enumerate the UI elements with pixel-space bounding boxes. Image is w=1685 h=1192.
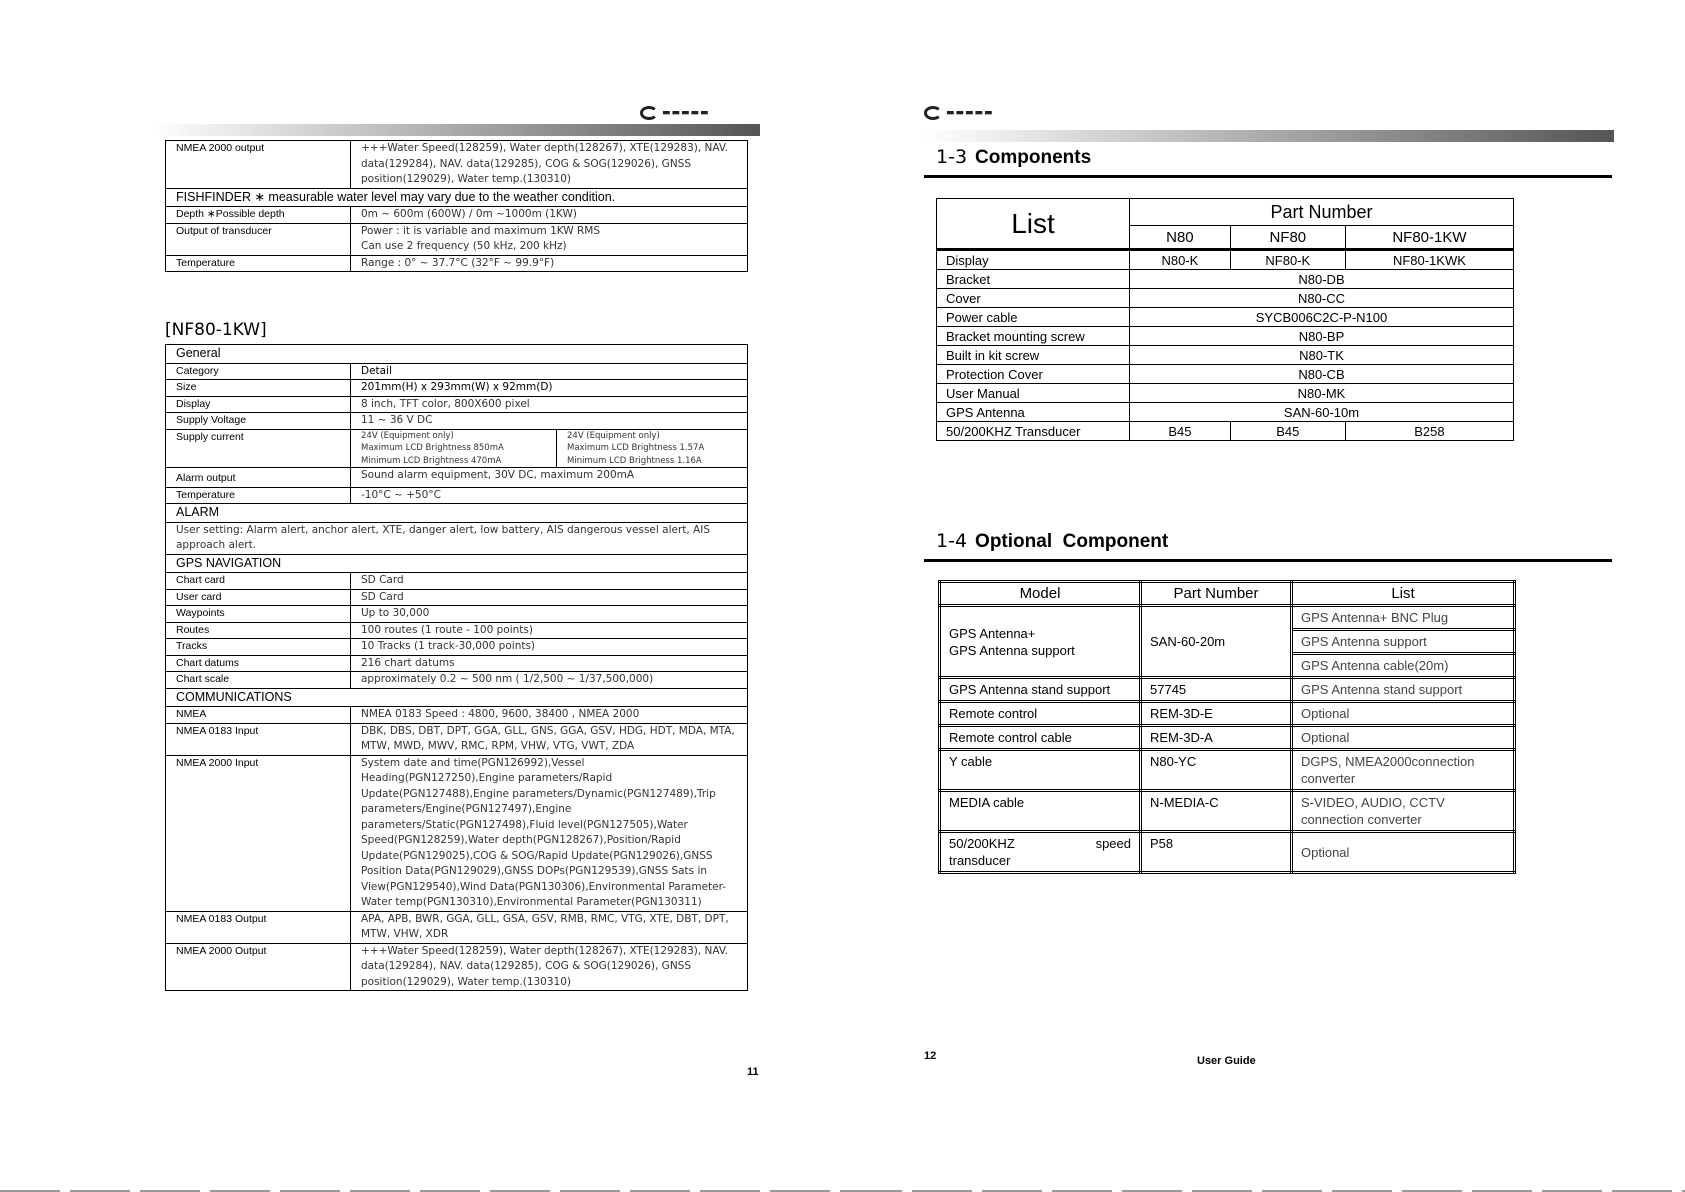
table-row [166,606,748,623]
table-row [940,726,1515,750]
table-row [937,327,1514,346]
table-row [166,707,748,724]
row-list: Optional [1292,832,1515,873]
row-model: Remote control [940,702,1141,726]
row-value: 11 ~ 36 V DC [351,413,748,430]
model-word: transducer [949,853,1011,868]
row-key: Supply current [166,429,351,468]
row-key: Chart datums [166,655,351,672]
section-1-3-title [936,146,1091,169]
table-row [166,911,748,943]
row-key: NMEA 2000 output [166,141,351,189]
model-line [949,835,1131,852]
section-communications: COMMUNICATIONS [166,688,748,707]
row-key: Depth ∗Possible depth [166,207,351,224]
row-value: APA, APB, BWR, GGA, GLL, GSA, GSV, RMB, RMC, VTG, XTE, DBT, DPT, MTW, VHW, XDR [351,911,748,943]
table-row [166,223,748,255]
table-row [166,487,748,504]
row-key: 50/200KHZ Transducer [937,422,1130,441]
section-number: 1-3 [936,146,968,168]
table-row [937,250,1514,270]
row-value: Up to 30,000 [351,606,748,623]
row-key: NMEA 2000 Input [166,755,351,911]
row-value: System date and time(PGN126992),Vessel Heading(PGN127250),Engine parameters/Rapid Update(PGN127488),Engine parameters/Dynamic(PGN127489),Trip parameters/Engine(PGN127497),Engine parameters/Static(PGN127498),Fluid level(PGN127505),Water Speed(PGN128259),Water depth(PGN128267),Position/Rapid Update(PGN129025),COG & SOG/Rapid Update(PGN129026),GNSS Position Data(PGN129029),GNSS DOPs(PGN129539),GNSS Sats in View(PGN129540),Wind Data(PGN130306),Environmental Parameter-Water temp(PGN130310),Environmental Parameter(PGN130311) [351,755,748,911]
table-row [940,791,1515,832]
row-key: Power cable [937,308,1130,327]
page-number: 12 [924,1050,937,1062]
table-row [940,582,1515,606]
row-value: NF80-K [1230,250,1345,270]
row-value: SYCB006C2C-P-N100 [1130,308,1514,327]
row-list: DGPS, NMEA2000connection converter [1292,750,1515,791]
components-table [936,198,1514,441]
row-key: Supply Voltage [166,413,351,430]
row-key: Chart card [166,573,351,590]
fishfinder-header: FISHFINDER ∗ measurable water level may vary due to the weather condition. [166,188,748,207]
row-list: GPS Antenna stand support [1292,678,1515,702]
row-value: -10°C ~ +50°C [351,487,748,504]
table-row [166,345,748,364]
row-key: Size [166,380,351,397]
row-value: 0m ~ 600m (600W) / 0m ~1000m (1KW) [351,207,748,224]
list-header: List [937,199,1130,250]
row-key: Display [937,250,1130,270]
section-rule [924,559,1612,562]
table-row [166,554,748,573]
row-part-number: REM-3D-E [1141,702,1292,726]
row-key: NMEA 2000 Output [166,943,351,991]
table-row [166,573,748,590]
row-key: Protection Cover [937,365,1130,384]
row-value: N80-K [1130,250,1231,270]
table-row [166,396,748,413]
footer-text: User Guide [1197,1055,1256,1067]
row-part-number: 57745 [1141,678,1292,702]
table-row [166,504,748,523]
row-value: approximately 0.2 ~ 500 nm ( 1/2,500 ~ 1/37,500,000) [351,672,748,689]
row-list: Optional [1292,702,1515,726]
row-key: Bracket [937,270,1130,289]
spec-top-table [165,140,748,272]
row-value: 8 inch, TFT color, 800X600 pixel [351,396,748,413]
row-value: N80-BP [1130,327,1514,346]
row-value: SD Card [351,573,748,590]
table-row [166,207,748,224]
row-list: GPS Antenna+ BNC Plug [1292,606,1515,630]
row-value: DBK, DBS, DBT, DPT, GGA, GLL, GNS, GGA, GSV, HDG, HDT, MDA, MTA, MTW, MWD, MWV, RMC, RPM, VHW, VTG, VWT, ZDA [351,723,748,755]
row-key: Waypoints [166,606,351,623]
table-row [937,422,1514,441]
table-row [166,468,748,488]
table-row [940,606,1515,630]
row-key: NMEA 0183 Input [166,723,351,755]
row-part-number: N80-YC [1141,750,1292,791]
section-rule [924,175,1612,178]
row-key: Temperature [166,487,351,504]
table-row [937,365,1514,384]
row-key: GPS Antenna [937,403,1130,422]
table-row [166,188,748,207]
row-value: 216 chart datums [351,655,748,672]
brand-logo [640,106,710,120]
section-number: 1-4 [936,530,968,552]
row-value: N80-CB [1130,365,1514,384]
spec-main-table [165,344,748,991]
row-list: GPS Antenna support [1292,630,1515,654]
table-row [166,363,748,380]
alarm-text: User setting: Alarm alert, anchor alert, XTE, danger alert, low battery, AIS dangerous vessel alert, AIS approach alert. [166,522,748,554]
row-value: N80-DB [1130,270,1514,289]
row-value: 100 routes (1 route - 100 points) [351,622,748,639]
table-row [166,755,748,911]
table-row [166,522,748,554]
row-list: S-VIDEO, AUDIO, CCTV connection converter [1292,791,1515,832]
table-row [937,346,1514,365]
section-general: General [166,345,748,364]
table-row [937,289,1514,308]
table-row [166,639,748,656]
logo-text: ▬▬▬▬▬ [946,108,994,118]
row-value: NMEA 0183 Speed : 4800, 9600, 38400 , NMEA 2000 [351,707,748,724]
left-page [0,0,842,1192]
table-row [166,380,748,397]
row-key: Temperature [166,255,351,272]
row-model: Y cable [940,750,1141,791]
part-number-header: Part Number [1130,199,1514,226]
model-header-n80: N80 [1130,226,1231,250]
row-key: User Manual [937,384,1130,403]
row-value: +++Water Speed(128259), Water depth(128267), XTE(129283), NAV. data(129284), NAV. data(129285), COG & SOG(129026), GNSS position(129029), Water temp.(130310) [351,141,748,189]
row-value: Sound alarm equipment, 30V DC, maximum 200mA [351,468,748,488]
row-part-number: N-MEDIA-C [1141,791,1292,832]
model-header-nf80-1kw: NF80-1KW [1345,226,1513,250]
optional-components-table [938,580,1516,874]
row-key: Category [166,363,351,380]
row-key: User card [166,589,351,606]
row-key: Bracket mounting screw [937,327,1130,346]
section-gps: GPS NAVIGATION [166,554,748,573]
table-row [166,429,748,468]
row-key: Cover [937,289,1130,308]
logo-icon [924,106,942,120]
row-value: Range : 0° ~ 37.7°C (32°F ~ 99.9°F) [351,255,748,272]
row-value: NF80-1KWK [1345,250,1513,270]
right-page [842,0,1685,1192]
header-bar [152,124,760,136]
table-row [166,723,748,755]
page-number: 11 [747,1066,759,1078]
section-name: Optional Component [975,531,1169,552]
row-value: SAN-60-10m [1130,403,1514,422]
section-1-4-title [936,530,1168,553]
supply-current-b: 24V (Equipment only) Maximum LCD Brightness 1.57A Minimum LCD Brightness 1.16A [557,429,748,468]
row-key: Alarm output [166,468,351,488]
model-title: [NF80-1KW] [165,320,267,340]
table-row [166,413,748,430]
logo-text: ▬▬▬▬▬ [662,108,710,118]
table-row [166,655,748,672]
list-header: List [1292,582,1515,606]
table-row [937,270,1514,289]
row-key: Built in kit screw [937,346,1130,365]
row-key: Routes [166,622,351,639]
table-row [940,702,1515,726]
row-list: GPS Antenna cable(20m) [1292,654,1515,678]
table-row [940,678,1515,702]
row-key: Output of transducer [166,223,351,255]
row-part-number: REM-3D-A [1141,726,1292,750]
table-row [166,943,748,991]
table-row [937,384,1514,403]
row-model: GPS Antenna stand support [940,678,1141,702]
row-part-number: P58 [1141,832,1292,873]
row-value: Detail [351,363,748,380]
row-value: SD Card [351,589,748,606]
row-value: N80-MK [1130,384,1514,403]
table-row [166,688,748,707]
row-value: B258 [1345,422,1513,441]
row-key: Display [166,396,351,413]
row-value: B45 [1230,422,1345,441]
section-alarm: ALARM [166,504,748,523]
part-number-header: Part Number [1141,582,1292,606]
row-list: Optional [1292,726,1515,750]
row-value: N80-TK [1130,346,1514,365]
row-value: Power : it is variable and maximum 1KW RMS Can use 2 frequency (50 kHz, 200 kHz) [351,223,748,255]
row-model: Remote control cable [940,726,1141,750]
table-row [166,141,748,189]
row-key: Chart scale [166,672,351,689]
table-row [937,199,1514,226]
header-bar [924,130,1614,142]
row-key: NMEA 0183 Output [166,911,351,943]
table-row [166,622,748,639]
brand-logo [924,106,994,120]
row-model: MEDIA cable [940,791,1141,832]
table-row [166,255,748,272]
table-row [166,589,748,606]
model-header: Model [940,582,1141,606]
table-row [166,672,748,689]
section-name: Components [975,147,1092,168]
row-key: Tracks [166,639,351,656]
row-value: 201mm(H) x 293mm(W) x 92mm(D) [351,380,748,397]
table-row [940,832,1515,873]
row-part-number: SAN-60-20m [1141,606,1292,678]
row-key: NMEA [166,707,351,724]
row-value: 10 Tracks (1 track-30,000 points) [351,639,748,656]
model-word: speed [1095,836,1131,851]
table-row [937,308,1514,327]
supply-current-a: 24V (Equipment only) Maximum LCD Brightness 850mA Minimum LCD Brightness 470mA [351,429,557,468]
row-value: B45 [1130,422,1231,441]
model-header-nf80: NF80 [1230,226,1345,250]
table-row [937,403,1514,422]
row-value: +++Water Speed(128259), Water depth(128267), XTE(129283), NAV. data(129284), NAV. data(129285), COG & SOG(129026), GNSS position(129029), Water temp.(130310) [351,943,748,991]
table-row [940,750,1515,791]
row-model: GPS Antenna+ GPS Antenna support [940,606,1141,678]
logo-icon [640,106,658,120]
row-value: N80-CC [1130,289,1514,308]
model-word: 50/200KHZ [949,836,1015,851]
row-model [940,832,1141,873]
